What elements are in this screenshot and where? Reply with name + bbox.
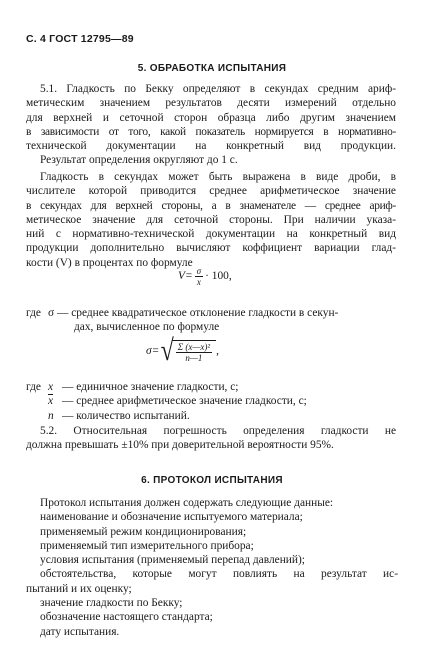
formula-fraction <box>176 342 212 363</box>
text-line: для верхней и сеточной сторон образца либо другим значением <box>26 111 396 124</box>
sqrt-icon: √ <box>160 334 175 367</box>
formula-rhs: , <box>216 344 219 357</box>
where-sigma <box>26 306 398 335</box>
text-line: в зависимости от того, какой показатель нормируется в нормативно- <box>26 125 396 138</box>
paragraph-5-1 <box>26 82 396 168</box>
legend-text: — единичное значение гладкости, с; <box>62 381 239 393</box>
text-line: технической документации на конкретный вид продукции. <box>26 140 396 153</box>
text-line: ний с нормативно-технической документации на конкретный вид <box>26 228 396 241</box>
text-line: Гладкость в секундах может быть выражена в виде дроби, в <box>40 171 396 183</box>
text-line: должна превышать ±10% при доверительной вероятности 95%. <box>26 439 334 452</box>
legend-symbol: n <box>48 409 54 422</box>
list-item: значение гладкости по Бекку; <box>40 597 183 610</box>
list-item: пытаний и их оценку; <box>26 582 132 595</box>
list-item: применяемый тип измерительного прибора; <box>40 539 254 552</box>
variable-legend <box>26 380 406 423</box>
legend-symbol: $\overline{x}$ <box>48 395 54 408</box>
formula-lhs: V= <box>178 270 193 283</box>
text-line: метическим значением результатов десяти измерений отдельно <box>26 97 396 110</box>
list-item: Протокол испытания должен содержать следующие данные: <box>40 497 334 509</box>
legend-row <box>26 380 406 394</box>
formula-numerator: σ <box>196 266 202 276</box>
formula-rhs: · 100, <box>205 270 232 283</box>
where-text: σ — среднее квадратическое отклонение гладкости в секун- <box>48 307 339 319</box>
protocol-list <box>26 496 398 639</box>
text-line: дах, вычисленное по формуле <box>74 321 220 334</box>
list-item: обозначение настоящего стандарта; <box>40 611 213 624</box>
text-line: метическое значение для сеточной стороны. При наличии указа- <box>26 213 396 226</box>
list-item: дату испытания. <box>40 625 120 638</box>
text-line: числителе которой приводится среднее арифметическое значение <box>26 185 396 198</box>
text-line: продукции дополнительно вычисляют коффициент вариации глад- <box>26 242 396 255</box>
page-header: С. 4 ГОСТ 12795—89 <box>26 33 134 45</box>
section-5-title: 5. ОБРАБОТКА ИСПЫТАНИЯ <box>137 63 287 74</box>
list-item: условия испытания (применяемый перепад давлений); <box>40 554 305 567</box>
text-line: в секундах для верхней стороны, а в знаменателе — среднее ариф- <box>26 199 396 212</box>
legend-symbol: x <box>48 381 54 393</box>
paragraph-fraction <box>26 170 396 270</box>
text-line: 5.1. Гладкость по Бекку определяют в секундах средним ариф- <box>40 83 396 95</box>
formula-radicand <box>172 340 216 363</box>
where-label: где <box>26 381 41 393</box>
paragraph-5-2 <box>26 424 396 453</box>
text-line <box>26 306 398 320</box>
text-line: кости (V) в процентах по формуле <box>26 256 193 269</box>
formula-lhs: σ= <box>146 344 160 357</box>
formula-std-deviation <box>146 336 219 366</box>
formula-variation-coefficient <box>178 266 232 287</box>
formula-fraction <box>195 266 203 287</box>
section-6-title: 6. ПРОТОКОЛ ИСПЫТАНИЯ <box>141 475 283 486</box>
legend-row <box>26 394 406 408</box>
formula-numerator: Σ (x—x)² <box>177 341 211 352</box>
legend-row <box>26 409 406 423</box>
legend-text: — среднее арифметическое значение гладкости, с; <box>62 395 307 408</box>
list-item: применяемый режим кондиционирования; <box>40 525 247 538</box>
text-line: Результат определения округляют до 1 с. <box>40 154 238 167</box>
formula-denominator: x <box>196 277 201 287</box>
list-item: наименование и обозначение испытуемого материала; <box>40 511 303 524</box>
text-line: 5.2. Относительная погрешность определения гладкости не <box>40 425 396 437</box>
legend-text: — количество испытаний. <box>62 409 190 422</box>
formula-denominator: n—1 <box>185 352 203 363</box>
where-label: где <box>26 307 41 319</box>
list-item: обстоятельства, которые могут повлиять на результат ис- <box>40 568 398 581</box>
